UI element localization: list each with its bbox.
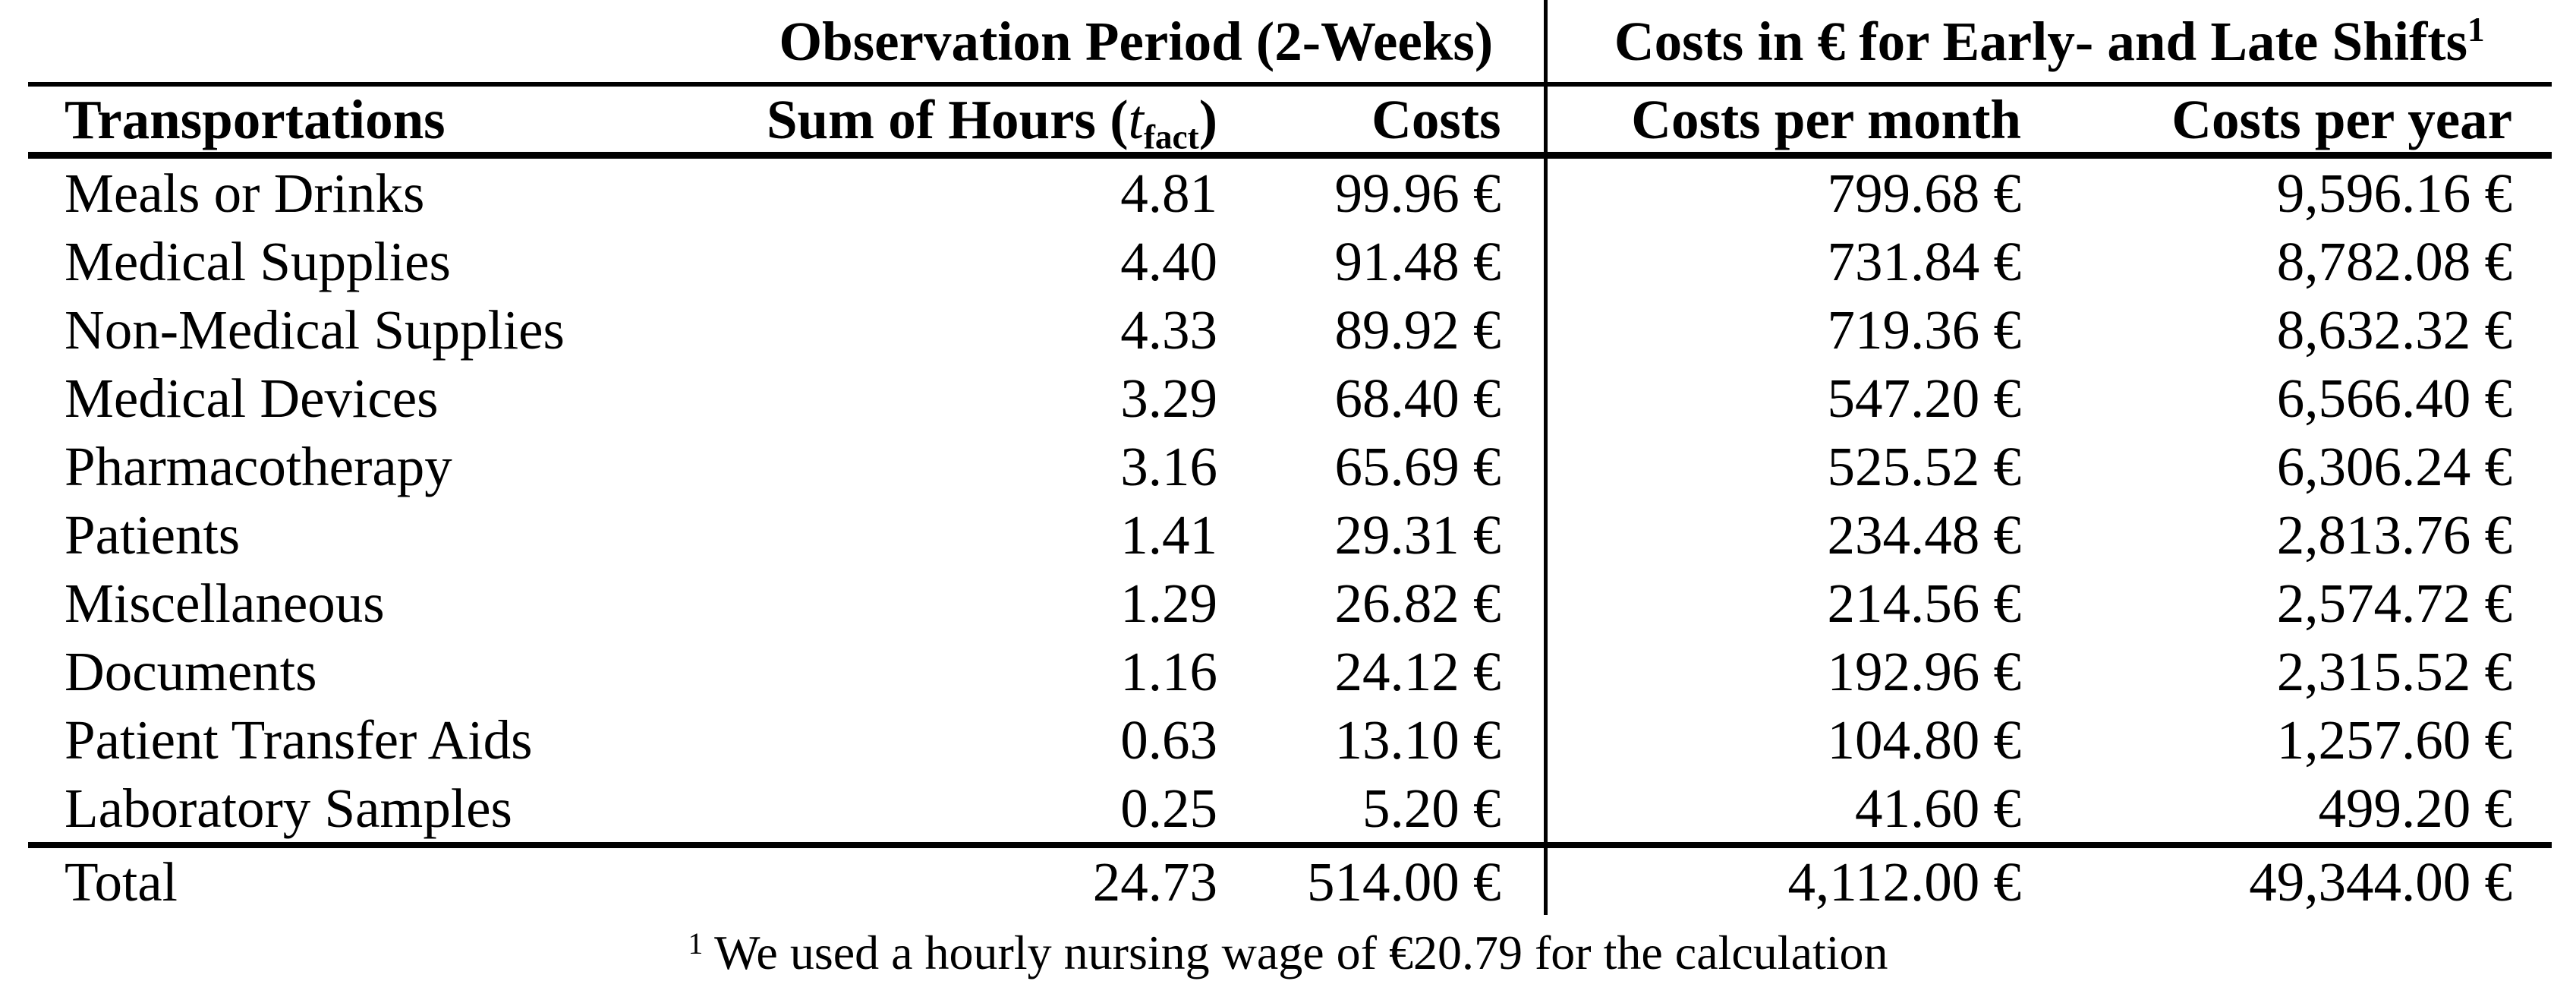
total-label-cell: Total xyxy=(28,845,729,915)
col-header-costs-per-year: Costs per year xyxy=(2028,84,2552,156)
costs-shifts-footnote-marker: 1 xyxy=(2467,10,2485,49)
col-header-transportations: Transportations xyxy=(28,84,729,156)
costs-per-month-cell: 192.96 € xyxy=(1545,637,2028,705)
table-row-patient-transfer-aids xyxy=(28,705,2552,774)
hours-cell: 1.29 xyxy=(1120,572,1217,634)
row-label-cell: Medical Devices xyxy=(65,367,439,429)
column-group-observation-period: Observation Period (2-Weeks) xyxy=(729,0,1545,84)
table-row-pharmacotherapy xyxy=(28,432,2552,500)
total-costs-per-year-cell: 49,344.00 € xyxy=(2028,845,2552,915)
total-costs-cell: 514.00 € xyxy=(1222,845,1545,915)
hours-cell: 4.81 xyxy=(1120,162,1217,224)
sum-of-hours-variable: t xyxy=(1128,88,1144,150)
costs-cell: 5.20 € xyxy=(1362,777,1501,839)
hours-cell: 1.41 xyxy=(1120,503,1217,566)
costs-per-year-cell: 8,632.32 € xyxy=(2276,298,2513,361)
table-row-medical-supplies xyxy=(28,227,2552,295)
col-header-costs-per-month: Costs per month xyxy=(1545,84,2028,156)
table-row-non-medical-supplies xyxy=(28,295,2552,364)
costs-per-month-cell: 731.84 € xyxy=(1545,227,2028,295)
costs-cell: 68.40 € xyxy=(1334,367,1501,429)
hours-cell: 1.16 xyxy=(1120,640,1217,702)
costs-per-month-cell: 799.68 € xyxy=(1545,156,2028,228)
costs-per-month-cell: 719.36 € xyxy=(1545,295,2028,364)
costs-per-month-cell: 41.60 € xyxy=(1545,774,2028,845)
hours-cell: 0.63 xyxy=(1120,708,1217,771)
costs-cell: 24.12 € xyxy=(1334,640,1501,702)
costs-per-month-cell: 214.56 € xyxy=(1545,569,2028,637)
sum-of-hours-suffix: ) xyxy=(1198,88,1217,150)
costs-cell: 13.10 € xyxy=(1334,708,1501,771)
col-header-costs: Costs xyxy=(1222,84,1545,156)
row-label-cell: Patients xyxy=(65,503,241,566)
table-row-meals-or-drinks xyxy=(28,156,2552,228)
costs-per-year-cell: 8,782.08 € xyxy=(2276,230,2513,292)
costs-per-month-cell: 525.52 € xyxy=(1545,432,2028,500)
row-label-cell: Documents xyxy=(65,640,317,702)
table-row-documents xyxy=(28,637,2552,705)
costs-cell: 29.31 € xyxy=(1334,503,1501,566)
costs-per-year-cell: 2,813.76 € xyxy=(2276,503,2513,566)
table-footnote xyxy=(0,925,2576,981)
row-label-cell: Patient Transfer Aids xyxy=(65,708,533,771)
table-row-patients xyxy=(28,500,2552,569)
col-header-sum-of-hours xyxy=(729,84,1222,156)
sum-of-hours-prefix: Sum of Hours ( xyxy=(766,88,1129,150)
costs-cell: 91.48 € xyxy=(1334,230,1501,292)
costs-per-year-cell: 9,596.16 € xyxy=(2276,162,2513,224)
costs-per-year-cell: 6,306.24 € xyxy=(2276,435,2513,497)
row-label-cell: Non-Medical Supplies xyxy=(65,298,565,361)
row-label-cell: Laboratory Samples xyxy=(65,777,512,839)
footnote-text: We used a hourly nursing wage of €20.79 for the calculation xyxy=(714,926,1888,979)
sum-of-hours-subscript: fact xyxy=(1143,118,1199,156)
transportation-costs-table xyxy=(28,0,2552,915)
table-row-laboratory-samples xyxy=(28,774,2552,845)
row-label-cell: Medical Supplies xyxy=(65,230,451,292)
row-label-cell: Pharmacotherapy xyxy=(65,435,452,497)
column-group-costs-shifts xyxy=(1545,0,2552,84)
costs-per-month-cell: 234.48 € xyxy=(1545,500,2028,569)
column-group-header-row xyxy=(28,0,2552,84)
costs-cell: 65.69 € xyxy=(1334,435,1501,497)
total-hours-cell: 24.73 xyxy=(729,845,1222,915)
hours-cell: 4.33 xyxy=(1120,298,1217,361)
costs-per-month-cell: 547.20 € xyxy=(1545,364,2028,432)
footnote-marker: 1 xyxy=(688,927,704,961)
column-group-costs-shifts-label: Costs in € for Early- and Late Shifts xyxy=(1614,10,2468,72)
row-label-cell: Miscellaneous xyxy=(65,572,385,634)
row-label-cell: Meals or Drinks xyxy=(65,162,425,224)
table-row-total xyxy=(28,845,2552,915)
total-costs-per-month-cell: 4,112.00 € xyxy=(1545,845,2028,915)
costs-per-year-cell: 499.20 € xyxy=(2318,777,2513,839)
hours-cell: 4.40 xyxy=(1120,230,1217,292)
costs-cell: 26.82 € xyxy=(1334,572,1501,634)
costs-per-year-cell: 2,574.72 € xyxy=(2276,572,2513,634)
costs-per-month-cell: 104.80 € xyxy=(1545,705,2028,774)
costs-cell: 99.96 € xyxy=(1334,162,1501,224)
hours-cell: 3.29 xyxy=(1120,367,1217,429)
hours-cell: 3.16 xyxy=(1120,435,1217,497)
table-row-medical-devices xyxy=(28,364,2552,432)
costs-cell: 89.92 € xyxy=(1334,298,1501,361)
costs-per-year-cell: 2,315.52 € xyxy=(2276,640,2513,702)
costs-per-year-cell: 1,257.60 € xyxy=(2276,708,2513,771)
table-row-miscellaneous xyxy=(28,569,2552,637)
column-header-row xyxy=(28,84,2552,156)
column-group-blank xyxy=(28,0,729,84)
hours-cell: 0.25 xyxy=(1120,777,1217,839)
costs-per-year-cell: 6,566.40 € xyxy=(2276,367,2513,429)
